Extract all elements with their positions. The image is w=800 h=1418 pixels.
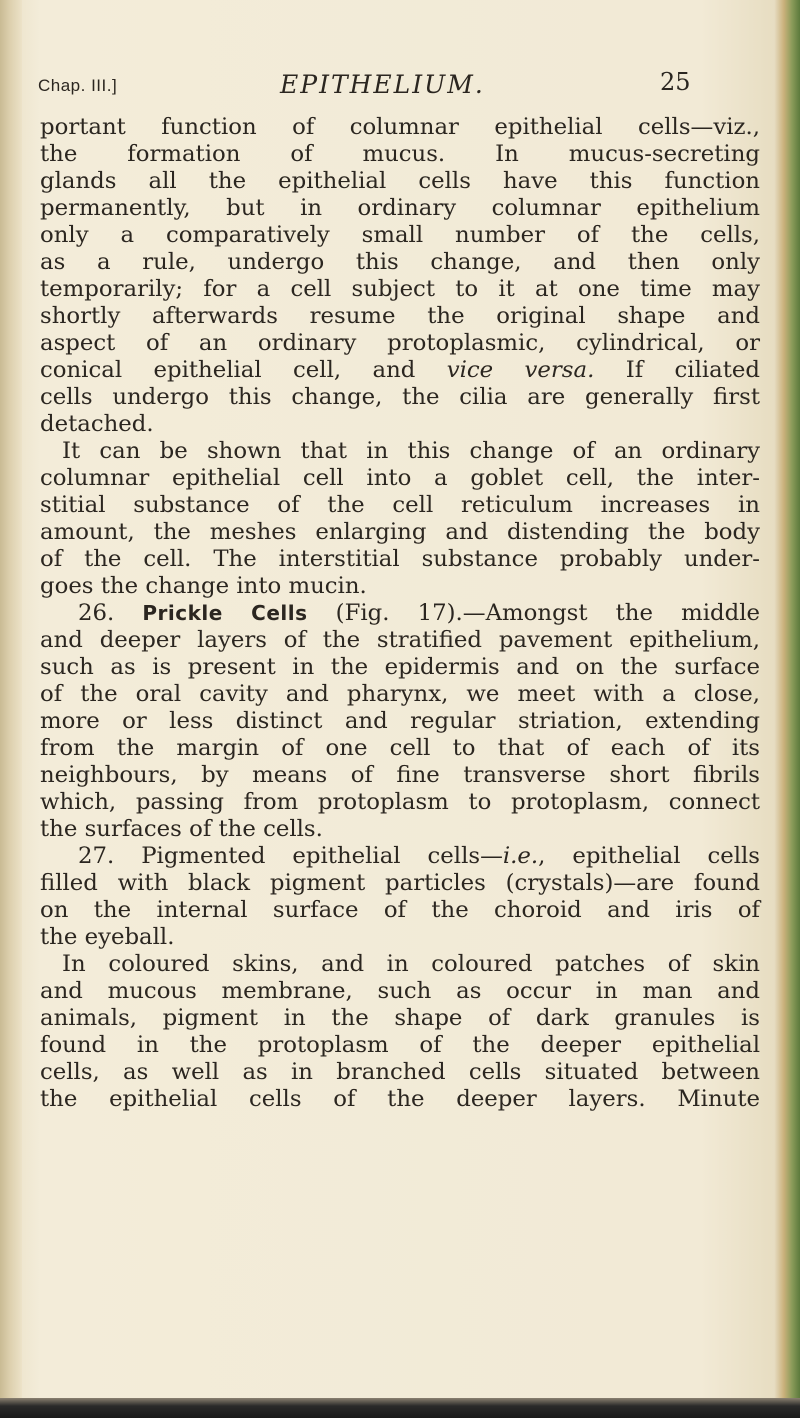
section-heading: Prickle Cells: [142, 601, 308, 625]
text-line: portant function of columnar epithelial cells—viz.,: [40, 114, 760, 140]
text-line: of the cell. The interstitial substance probably under-: [40, 546, 760, 572]
text-line: filled with black pigment particles (crystals)—are found: [40, 870, 760, 896]
text-span: conical epithelial cell, and: [40, 357, 447, 383]
text-line: on the internal surface of the choroid and iris of: [40, 897, 760, 923]
text-line: more or less distinct and regular striation, extending: [40, 708, 760, 734]
text-line: amount, the meshes enlarging and distending the body: [40, 519, 760, 545]
text-line: the epithelial cells of the deeper layers. Minute: [40, 1086, 760, 1112]
text-line: neighbours, by means of fine transverse short fibrils: [40, 762, 760, 788]
text-span: , epithelial cells: [538, 843, 761, 869]
italic-phrase: i.e.: [502, 843, 539, 869]
text-line: found in the protoplasm of the deeper epithelial: [40, 1032, 760, 1058]
text-line: permanently, but in ordinary columnar epithelium: [40, 195, 760, 221]
text-line: only a comparatively small number of the cells,: [40, 222, 760, 248]
text-line: [40, 600, 760, 627]
page-bottom-shadow: [0, 1398, 800, 1418]
text-line: glands all the epithelial cells have this function: [40, 168, 760, 194]
text-line: such as is present in the epidermis and on the surface: [40, 654, 760, 680]
text-line: from the margin of one cell to that of each of its: [40, 735, 760, 761]
text-line: [40, 843, 760, 870]
body-text: [40, 114, 760, 1113]
text-line: cells undergo this change, the cilia are generally first: [40, 384, 760, 410]
text-line: and deeper layers of the stratified pavement epithelium,: [40, 627, 760, 653]
text-line: cells, as well as in branched cells situated between: [40, 1059, 760, 1085]
text-line: which, passing from protoplasm to protoplasm, connect: [40, 789, 760, 815]
text-line: and mucous membrane, such as occur in man and: [40, 978, 760, 1004]
text-line: the surfaces of the cells.: [40, 816, 323, 842]
text-line: temporarily; for a cell subject to it at one time may: [40, 276, 760, 302]
section-number: 26.: [78, 600, 143, 626]
text-span: 27. Pigmented epithelial cells—: [78, 843, 503, 869]
text-line: as a rule, undergo this change, and then only: [40, 249, 760, 275]
text-line: of the oral cavity and pharynx, we meet with a close,: [40, 681, 760, 707]
page-gutter: [0, 0, 22, 1418]
page-edge: [774, 0, 800, 1418]
running-header: [38, 70, 758, 100]
text-line: the eyeball.: [40, 924, 175, 950]
text-span: If ciliated: [594, 357, 761, 383]
text-line: animals, pigment in the shape of dark granules is: [40, 1005, 760, 1031]
page-number: 25: [660, 68, 691, 96]
running-title: EPITHELIUM.: [280, 70, 485, 99]
text-line: It can be shown that in this change of an ordinary: [62, 438, 760, 464]
text-line: columnar epithelial cell into a goblet cell, the inter-: [40, 465, 760, 491]
text-line: In coloured skins, and in coloured patches of skin: [62, 951, 760, 977]
text-line: shortly afterwards resume the original shape and: [40, 303, 760, 329]
text-span: (Fig. 17).—Amongst the middle: [307, 600, 760, 626]
italic-phrase: vice versa.: [446, 357, 595, 383]
text-line: aspect of an ordinary protoplasmic, cylindrical, or: [40, 330, 760, 356]
text-line: [40, 357, 760, 384]
text-line: stitial substance of the cell reticulum increases in: [40, 492, 760, 518]
text-line: goes the change into mucin.: [40, 573, 367, 599]
text-line: the formation of mucus. In mucus-secreting: [40, 141, 760, 167]
chapter-label: Chap. III.]: [38, 76, 118, 95]
text-line: detached.: [40, 411, 154, 437]
